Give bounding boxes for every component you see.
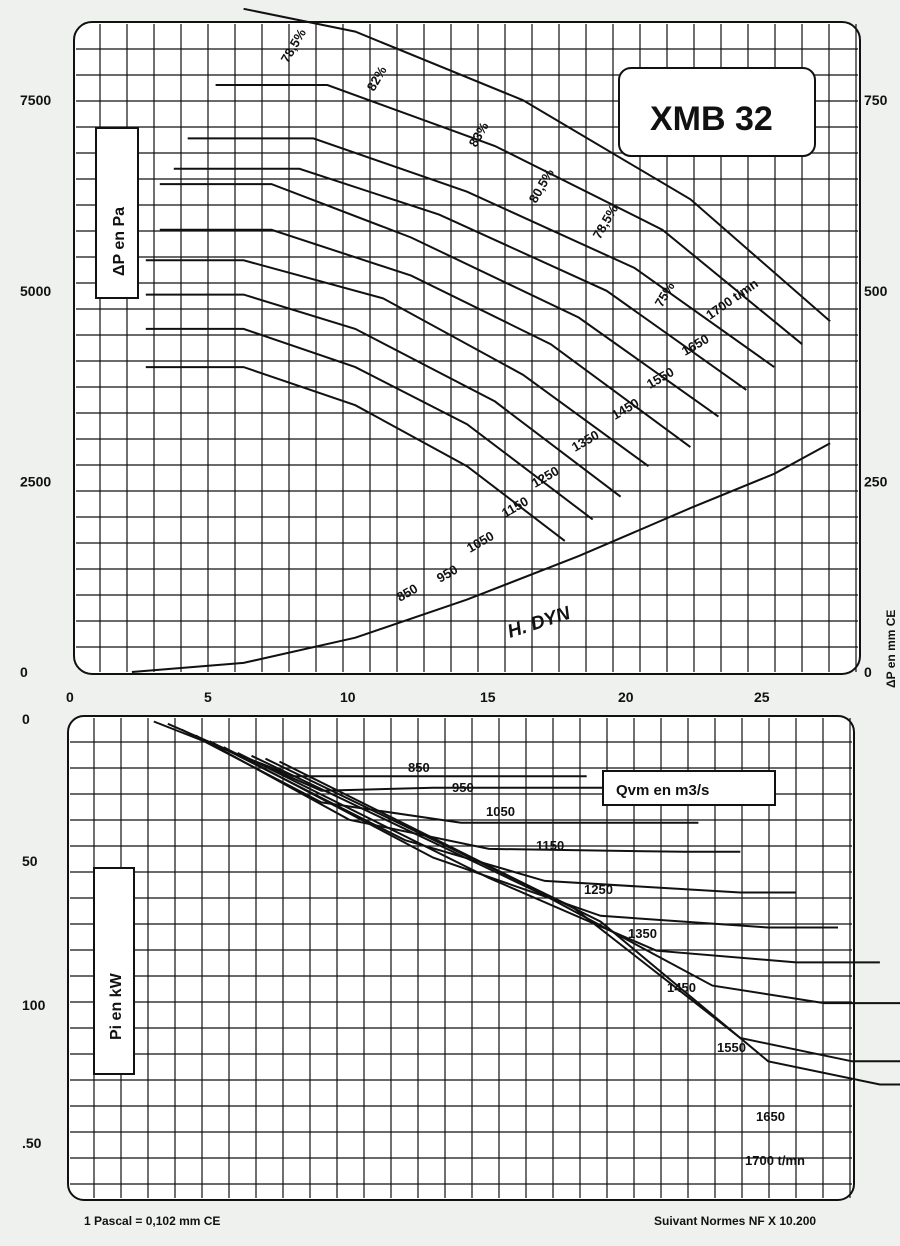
- x-tick: 20: [618, 689, 634, 705]
- power-rpm-label: 1450: [667, 980, 696, 995]
- bottom-y-tick-labels: [22, 711, 46, 1151]
- pressure-rpm-label: 1700 t/mn: [703, 275, 761, 323]
- x-tick: 10: [340, 689, 356, 705]
- efficiency-label: 78,5%: [589, 202, 622, 242]
- pressure-rpm-label: 1450: [609, 395, 642, 423]
- efficiency-label: 83%: [465, 119, 492, 150]
- footer-left: 1 Pascal = 0,102 mm CE: [84, 1214, 221, 1228]
- pressure-rpm-label: 1150: [499, 493, 531, 521]
- power-rpm-label: 950: [452, 780, 474, 795]
- x-tick: 15: [480, 689, 496, 705]
- efficiency-label: 75%: [651, 279, 678, 310]
- efficiency-label: 82%: [363, 63, 390, 94]
- footer-right: Suivant Normes NF X 10.200: [654, 1214, 817, 1228]
- top-y-right-tick: 0: [864, 664, 872, 680]
- top-y-tick: 5000: [20, 282, 52, 299]
- pressure-rpm-label: 950: [434, 561, 461, 586]
- top-y-tick: 2500: [20, 473, 52, 490]
- power-rpm-label: 1250: [584, 882, 613, 897]
- top-y-right-tick: 500: [864, 282, 888, 299]
- hdyn-label: H. DYN: [505, 602, 573, 643]
- top-y-tick-labels: [20, 92, 51, 680]
- bottom-y-tick: 0: [22, 711, 30, 727]
- power-rpm-label: 850: [408, 760, 430, 775]
- pressure-axis-label: ΔP en Pa: [111, 206, 128, 276]
- bottom-y-tick: .50: [22, 1135, 42, 1151]
- efficiency-label: 78,5%: [277, 26, 310, 66]
- model-title: XMB 32: [650, 100, 773, 138]
- x-tick: 25: [754, 689, 770, 705]
- top-y-right-tick-labels: [864, 92, 888, 680]
- pressure-rpm-label: 1250: [529, 463, 562, 491]
- x-tick: 0: [66, 689, 74, 705]
- pressure-rpm-label: 850: [394, 580, 421, 605]
- power-rpm-label: 1050: [486, 804, 515, 819]
- bottom-y-tick: 50: [22, 853, 38, 869]
- pressure-rpm-label: 1050: [464, 528, 497, 556]
- efficiency-label: 80,5%: [525, 166, 558, 206]
- top-y-tick: 7500: [20, 92, 52, 109]
- x-tick-labels: [66, 689, 770, 705]
- bottom-y-tick: 100: [22, 997, 46, 1013]
- x-tick: 5: [204, 689, 212, 705]
- top-y-right-tick: 750: [864, 92, 888, 109]
- power-rpm-label: 1650: [756, 1109, 785, 1124]
- power-rpm-label: 1150: [536, 838, 565, 853]
- power-rpm-label: 1350: [628, 926, 657, 941]
- pressure-mmce-axis-label: ΔP en mm CE: [884, 609, 898, 688]
- pressure-rpm-label: 1350: [569, 427, 602, 455]
- pressure-rpm-label: 1550: [644, 364, 677, 392]
- flow-axis-label: Qvm en m3/s: [616, 782, 710, 799]
- power-rpm-label: 1550: [717, 1040, 746, 1055]
- top-y-tick: 0: [20, 664, 28, 680]
- top-y-right-tick: 250: [864, 473, 888, 490]
- power-axis-label: Pi en kW: [108, 973, 125, 1040]
- pressure-rpm-label: 1650: [679, 331, 712, 359]
- power-rpm-label: 1700 t/mn: [745, 1153, 805, 1168]
- power-axis-label-box: [94, 868, 134, 1074]
